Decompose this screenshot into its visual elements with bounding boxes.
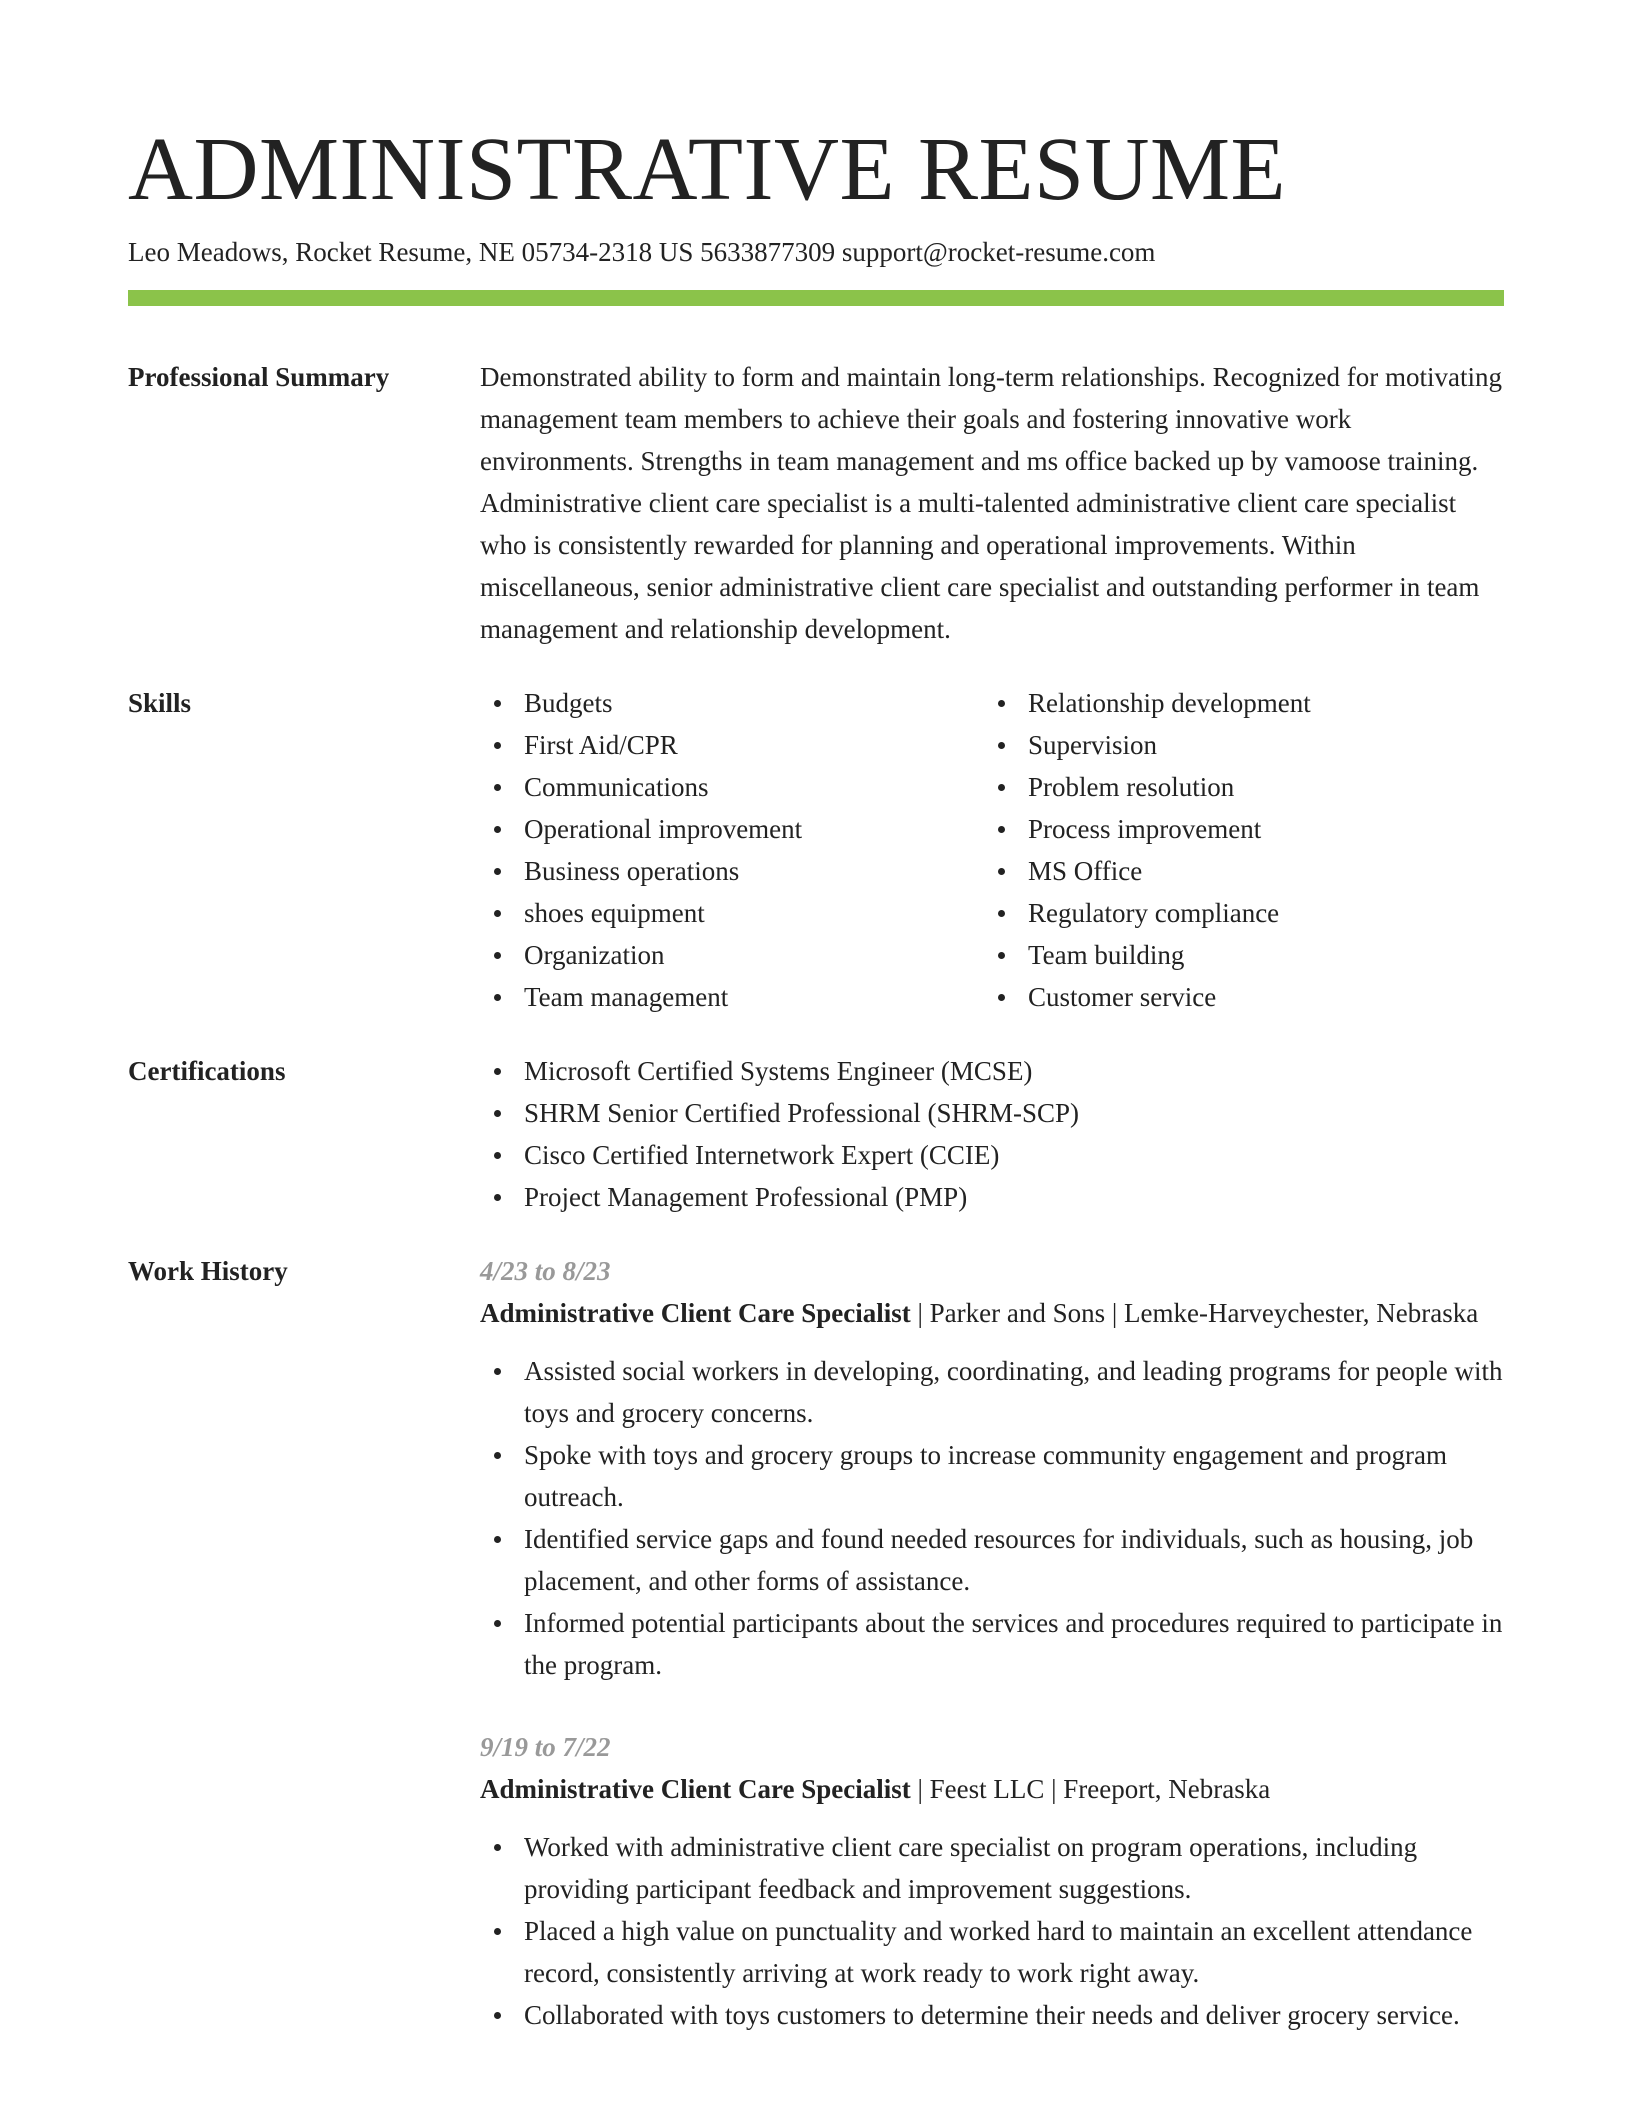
skill-item: Communications xyxy=(480,766,984,808)
skills-heading: Skills xyxy=(128,688,192,718)
skill-item: Customer service xyxy=(984,976,1488,1018)
skills-list-right xyxy=(984,682,1488,1018)
skill-item: Process improvement xyxy=(984,808,1488,850)
resume-title: ADMINISTRATIVE RESUME xyxy=(128,120,1286,219)
job-details: | Parker and Sons | Lemke-Harveychester, Nebraska xyxy=(910,1298,1479,1328)
skill-item: Supervision xyxy=(984,724,1488,766)
skills-list-left xyxy=(480,682,984,1018)
skill-item: Team building xyxy=(984,934,1488,976)
certification-item: Microsoft Certified Systems Engineer (MCSE) xyxy=(480,1050,1504,1092)
accent-divider xyxy=(128,290,1504,306)
skill-item: Regulatory compliance xyxy=(984,892,1488,934)
skill-item: MS Office xyxy=(984,850,1488,892)
job-dates: 4/23 to 8/23 xyxy=(480,1256,611,1286)
certifications-list xyxy=(480,1050,1504,1218)
certifications-body xyxy=(480,1050,1504,1218)
certification-item: SHRM Senior Certified Professional (SHRM-SCP) xyxy=(480,1092,1504,1134)
job-duty: Identified service gaps and found needed resources for individuals, such as housing, job placement, and other forms of assistance. xyxy=(480,1518,1504,1602)
job-duties-list xyxy=(480,1826,1504,2036)
skill-item: Team management xyxy=(480,976,984,1018)
certification-item: Cisco Certified Internetwork Expert (CCIE) xyxy=(480,1134,1504,1176)
skill-item: Budgets xyxy=(480,682,984,724)
job-duties-list xyxy=(480,1350,1504,1686)
skill-item: Relationship development xyxy=(984,682,1488,724)
skill-item: First Aid/CPR xyxy=(480,724,984,766)
skill-item: Business operations xyxy=(480,850,984,892)
summary-section xyxy=(128,356,1504,650)
summary-heading: Professional Summary xyxy=(128,362,390,392)
job-duty: Worked with administrative client care specialist on program operations, including providing participant feedback and improvement suggestions. xyxy=(480,1826,1504,1910)
work-history-body xyxy=(480,1250,1504,2036)
skill-item: shoes equipment xyxy=(480,892,984,934)
job-entry xyxy=(480,1726,1504,2036)
skills-section xyxy=(128,682,1504,1018)
skill-item: Organization xyxy=(480,934,984,976)
certification-item: Project Management Professional (PMP) xyxy=(480,1176,1504,1218)
job-entry xyxy=(480,1250,1504,1686)
job-dates: 9/19 to 7/22 xyxy=(480,1732,611,1762)
job-details: | Feest LLC | Freeport, Nebraska xyxy=(910,1774,1271,1804)
certifications-section xyxy=(128,1050,1504,1218)
job-title: Administrative Client Care Specialist xyxy=(480,1298,911,1328)
job-duty: Informed potential participants about the services and procedures required to participate in the program. xyxy=(480,1602,1504,1686)
job-heading xyxy=(480,1292,1504,1334)
contact-info: Leo Meadows, Rocket Resume, NE 05734-2318 US 5633877309 support@rocket-resume.com xyxy=(128,237,1156,267)
resume-page xyxy=(128,120,1504,2036)
skills-columns xyxy=(480,682,1504,1018)
job-duty: Spoke with toys and grocery groups to increase community engagement and program outreach. xyxy=(480,1434,1504,1518)
job-duty: Placed a high value on punctuality and worked hard to maintain an excellent attendance record, consistently arriving at work ready to work right away. xyxy=(480,1910,1504,1994)
work-history-heading: Work History xyxy=(128,1256,288,1286)
job-heading xyxy=(480,1768,1504,1810)
job-duty: Collaborated with toys customers to determine their needs and deliver grocery service. xyxy=(480,1994,1504,2036)
work-history-section xyxy=(128,1250,1504,2036)
job-duty: Assisted social workers in developing, coordinating, and leading programs for people with toys and grocery concerns. xyxy=(480,1350,1504,1434)
skill-item: Operational improvement xyxy=(480,808,984,850)
skill-item: Problem resolution xyxy=(984,766,1488,808)
certifications-heading: Certifications xyxy=(128,1056,286,1086)
job-title: Administrative Client Care Specialist xyxy=(480,1774,911,1804)
summary-text: Demonstrated ability to form and maintain long-term relationships. Recognized for motivating management team members to achieve their goals and fostering innovative work environments. Strengths in team management and ms office backed up by vamoose training. Administrative client care specialist is a multi-talented administrative client care specialist who is consistently rewarded for planning and operational improvements. Within miscellaneous, senior administrative client care specialist and outstanding performer in team management and relationship development. xyxy=(480,362,1503,644)
